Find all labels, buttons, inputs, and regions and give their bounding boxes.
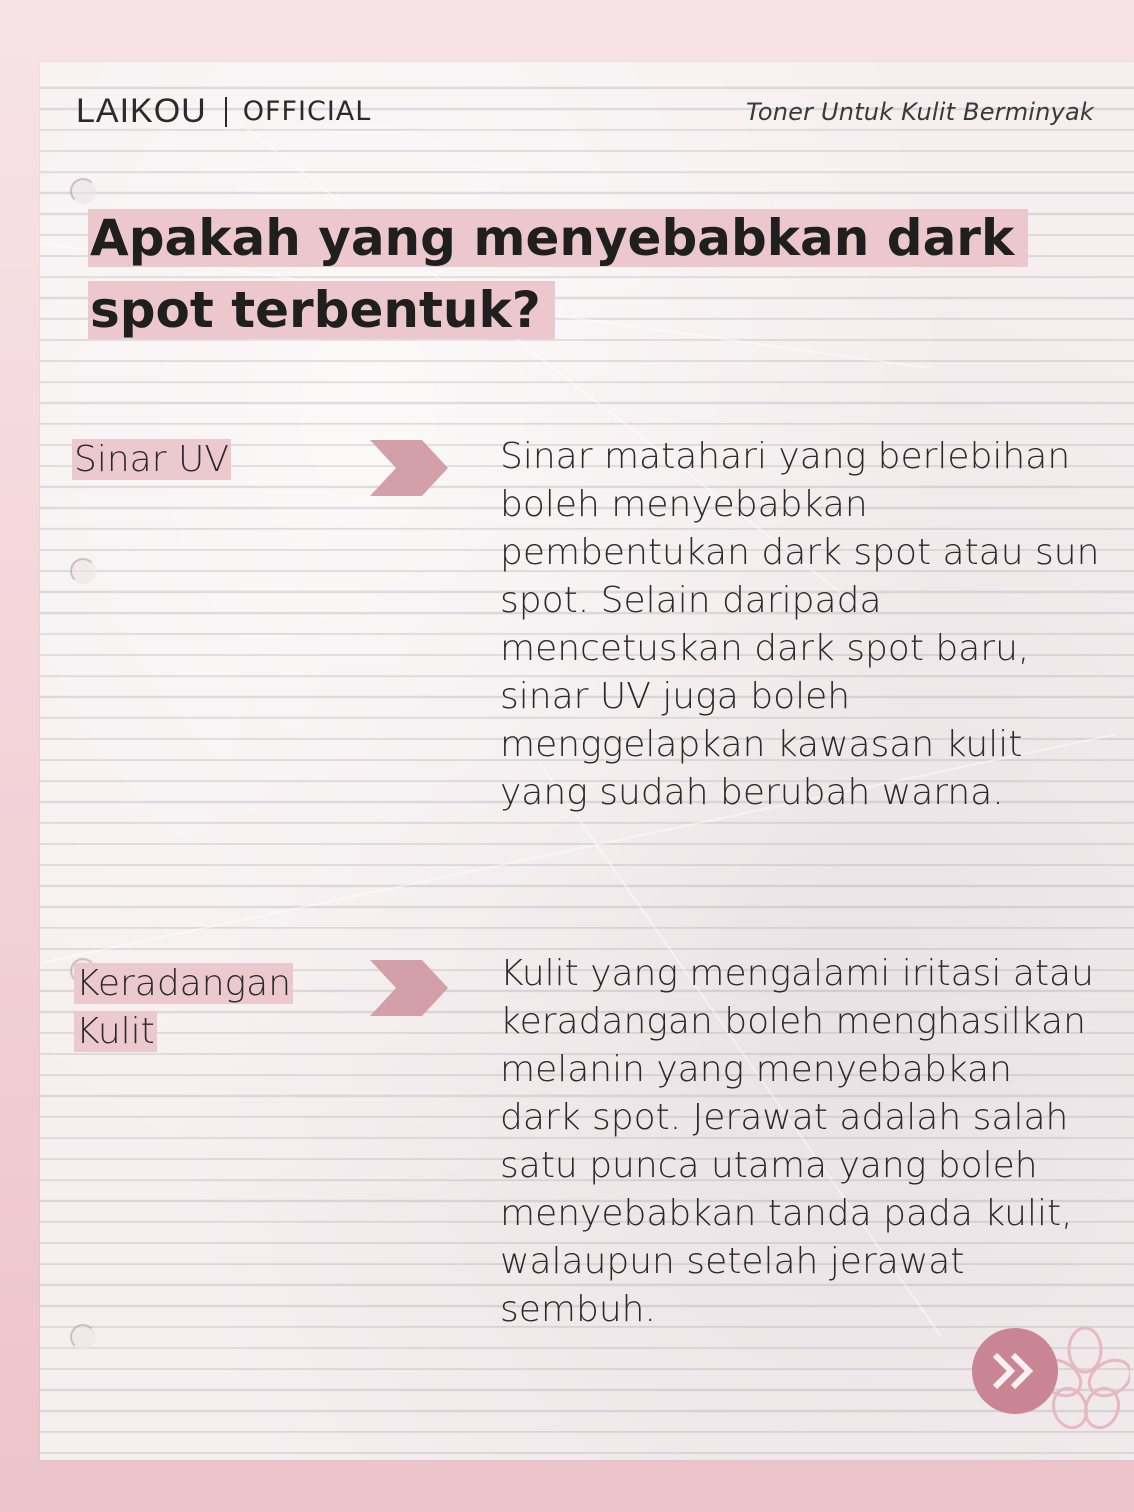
cause-label-uv — [72, 436, 231, 484]
cause-label-text: Keradangan Kulit — [76, 963, 292, 1052]
chevron-right-icon — [370, 440, 448, 496]
cause-description-uv: Sinar matahari yang berlebihan boleh menyebabkan pembentukan dark spot atau sun spot. Selain daripada mencetuskan dark spot baru, sinar UV juga boleh menggelapkan kawasan kulit yang sudah berubah warna. — [500, 436, 1100, 813]
brand-name: LAIKOU — [76, 92, 207, 130]
page-title — [88, 202, 1068, 346]
brand-logo — [76, 92, 371, 131]
next-page-button[interactable] — [972, 1328, 1058, 1414]
page-title-text: Apakah yang menyebabkan dark spot terbentuk? — [88, 209, 1028, 339]
binder-hole — [70, 1324, 96, 1350]
cause-description-inflammation: Kulit yang mengalami iritasi atau keradangan boleh menghasilkan melanin yang menyebabkan dark spot. Jerawat adalah salah satu punca utama yang boleh menyebabkan tanda pada kulit, walaupun setelah jerawat sembuh. — [500, 953, 1094, 1330]
binder-hole — [70, 178, 96, 204]
chevron-right-icon — [370, 960, 448, 1016]
binder-hole — [70, 558, 96, 584]
cause-label-text: Sinar UV — [74, 439, 229, 480]
brand-divider — [225, 97, 227, 127]
double-chevron-right-icon — [989, 1351, 1041, 1391]
brand-sub: OFFICIAL — [242, 96, 372, 127]
cause-label-inflammation — [74, 960, 334, 1056]
tagline: Toner Untuk Kulit Berminyak — [745, 98, 1094, 126]
